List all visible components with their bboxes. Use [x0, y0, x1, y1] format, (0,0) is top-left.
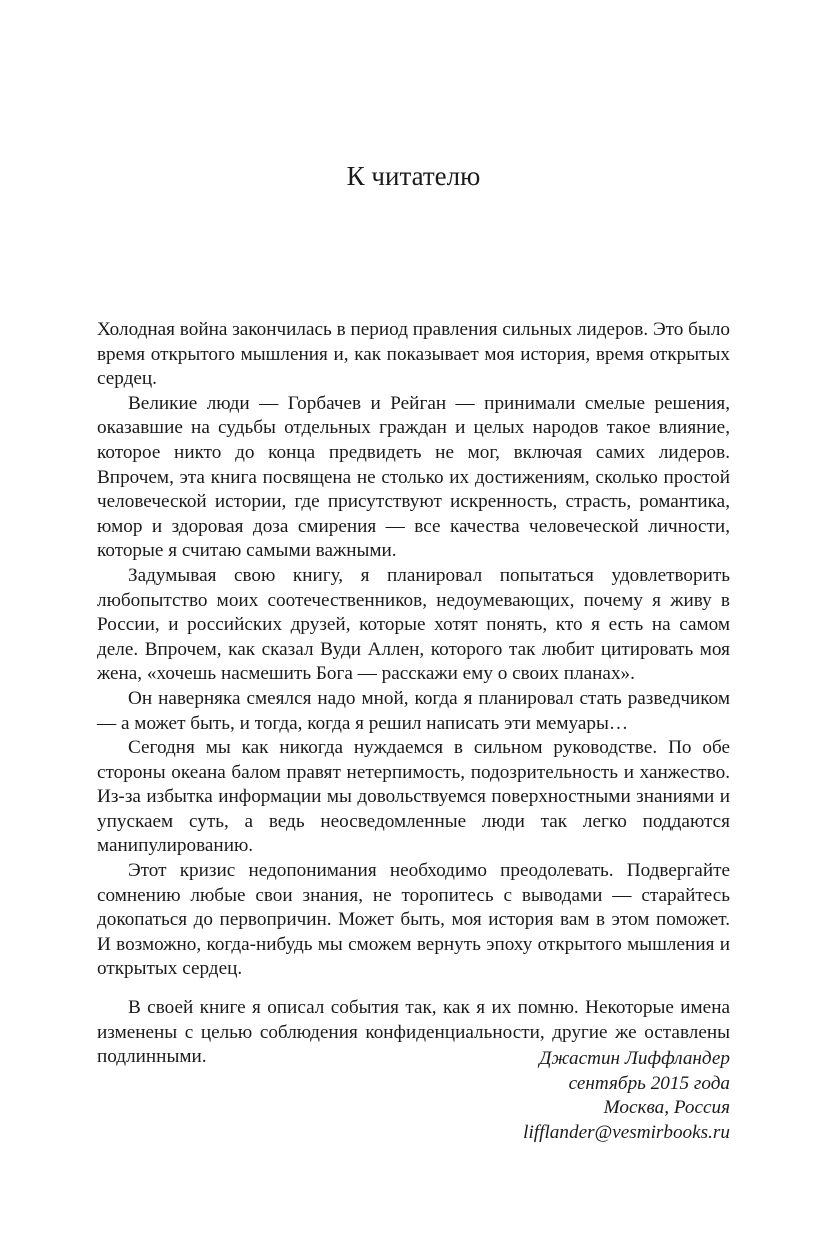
paragraph-5: Сегодня мы как никогда нуждаемся в сильном руководстве. По обе стороны океана балом правят нетерпимость, подозрительность и ханжество. Из-за избытка информации мы довольствуемся поверхностными знаниями и упускаем суть, а ведь неосведомленные люди так легко поддаются манипулированию. — [97, 737, 730, 857]
body-text — [97, 318, 730, 1070]
paragraph-6: Этот кризис недопонимания необходимо преодолевать. Подвергайте сомнению любые свои знания, не торопитесь с выводами — старайтесь докопаться до первопричин. Может быть, моя история вам в этом поможет. И возможно, когда-нибудь мы сможем вернуть эпоху открытого мышления и открытых сердец. — [97, 860, 730, 980]
paragraph-1: Холодная война закончилась в период правления сильных лидеров. Это было время открытого мышления и, как показывает моя история, время открытых сердец. — [97, 319, 730, 390]
paragraph-4: Он наверняка смеялся надо мной, когда я планировал стать разведчиком — а может быть, и тогда, когда я решил написать эти мемуары… — [97, 687, 730, 734]
paragraph-7: В своей книге я описал события так, как я их помню. Некоторые имена изменены с целью соблюдения конфиденциальности, другие же оставлены подлинными. — [97, 997, 730, 1068]
page-title: К читателю — [346, 161, 481, 191]
signature-email: lifflander@vesmirbooks.ru — [523, 1121, 730, 1143]
paragraph-2: Великие люди — Горбачев и Рейган — принимали смелые решения, оказавшие на судьбы отдельных граждан и целых народов такое влияние, которое никто до конца предвидеть не мог, включая самих лидеров. Впрочем, эта книга посвящена не столько их достижениям, сколько простой человеческой истории, где присутствуют искренность, страсть, романтика, юмор и здоровая доза смирения — все качества человеческой личности, которые я считаю самыми важными. — [97, 392, 730, 562]
signature-date: сентябрь 2015 года — [568, 1072, 730, 1094]
signature-author: Джастин Лиффландер — [539, 1048, 730, 1069]
signature-place: Москва, Россия — [603, 1097, 730, 1118]
signature-block — [523, 1047, 730, 1145]
paragraph-3: Задумывая свою книгу, я планировал попытаться удовлетворить любопытство моих соотечественников, недоумевающих, почему я живу в России, и российских друзей, которые хотят понять, кто я есть на самом деле. Впрочем, как сказал Вуди Аллен, которого так любит цитировать моя жена, «хочешь насмешить Бога — расскажи ему о своих планах». — [97, 564, 730, 685]
